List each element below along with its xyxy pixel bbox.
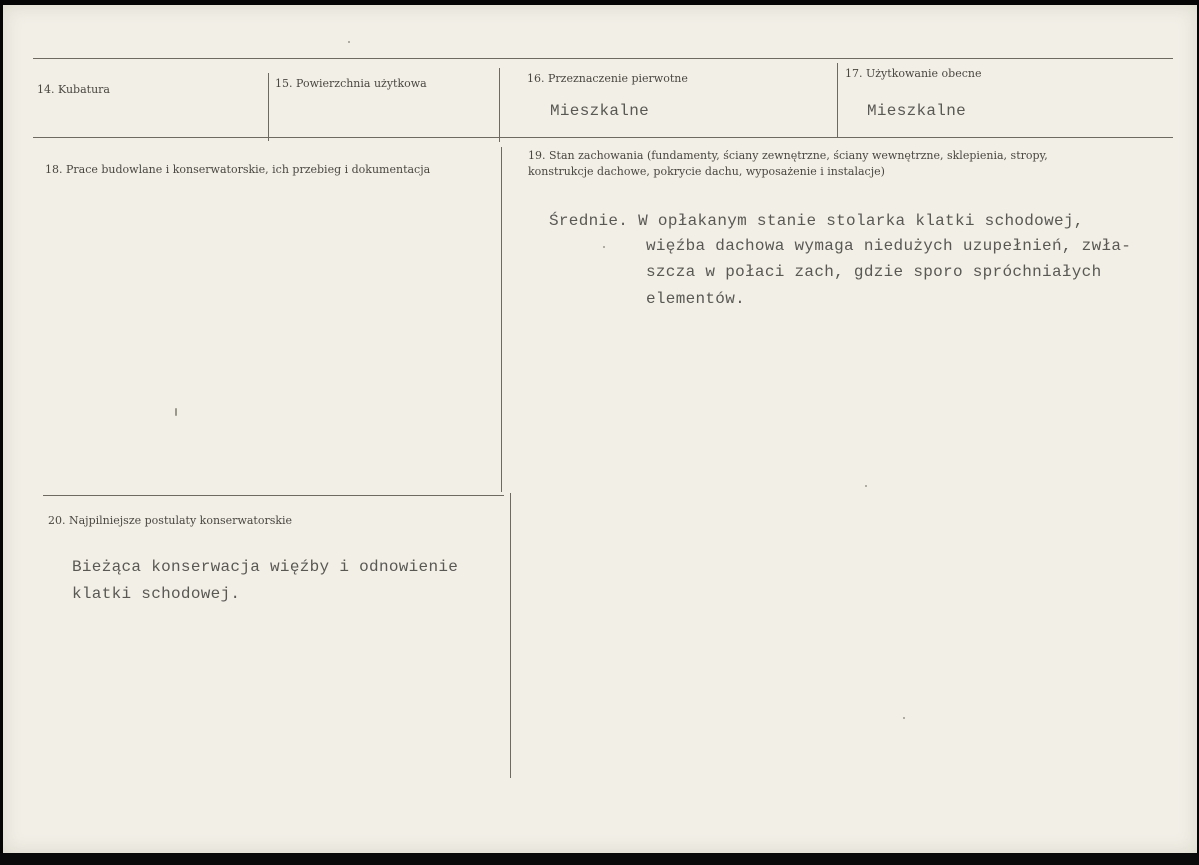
urgent-postulates-line-1: Bieżąca konserwacja więźby i odnowienie xyxy=(72,558,459,576)
section-20-top-rule xyxy=(43,495,504,496)
original-purpose-label: 16. Przeznaczenie pierwotne xyxy=(527,72,688,85)
condition-text-line-4: elementów. xyxy=(646,290,746,308)
top-row-top-rule xyxy=(33,58,1173,59)
divider-16-17 xyxy=(837,63,838,138)
divider-14-15 xyxy=(268,73,269,141)
paper-speck xyxy=(348,41,350,43)
condition-text-line-1: Średnie. W opłakanym stanie stolarka klatki schodowej, xyxy=(549,212,1084,230)
original-purpose-value: Mieszkalne xyxy=(550,102,650,120)
current-use-value: Mieszkalne xyxy=(867,102,967,120)
card-bottom-edge xyxy=(0,853,1199,865)
paper-speck xyxy=(603,246,605,248)
condition-text-line-2: więźba dachowa wymaga niedużych uzupełnień, zwła- xyxy=(646,237,1132,255)
paper-speck xyxy=(175,408,177,416)
condition-text-line-3: szcza w połaci zach, gdzie sporo spróchniałych xyxy=(646,263,1102,281)
divider-15-16 xyxy=(499,68,500,142)
kubatura-label: 14. Kubatura xyxy=(37,83,110,96)
condition-label-line-1: 19. Stan zachowania (fundamenty, ściany zewnętrzne, ściany wewnętrzne, sklepienia, stropy, xyxy=(528,149,1048,162)
paper-speck xyxy=(903,717,905,719)
condition-label-line-2: konstrukcje dachowe, pokrycie dachu, wyposażenie i instalacje) xyxy=(528,165,885,178)
record-card xyxy=(3,5,1197,853)
divider-lower-column xyxy=(510,493,511,778)
divider-left-column xyxy=(501,147,502,492)
paper-speck xyxy=(865,485,867,487)
urgent-postulates-line-2: klatki schodowej. xyxy=(72,585,241,603)
current-use-label: 17. Użytkowanie obecne xyxy=(845,67,982,80)
top-row-bottom-rule xyxy=(33,137,1173,138)
construction-works-label: 18. Prace budowlane i konserwatorskie, ich przebieg i dokumentacja xyxy=(45,163,431,176)
usable-area-label: 15. Powierzchnia użytkowa xyxy=(275,77,427,90)
urgent-postulates-label: 20. Najpilniejsze postulaty konserwatorskie xyxy=(48,514,293,527)
